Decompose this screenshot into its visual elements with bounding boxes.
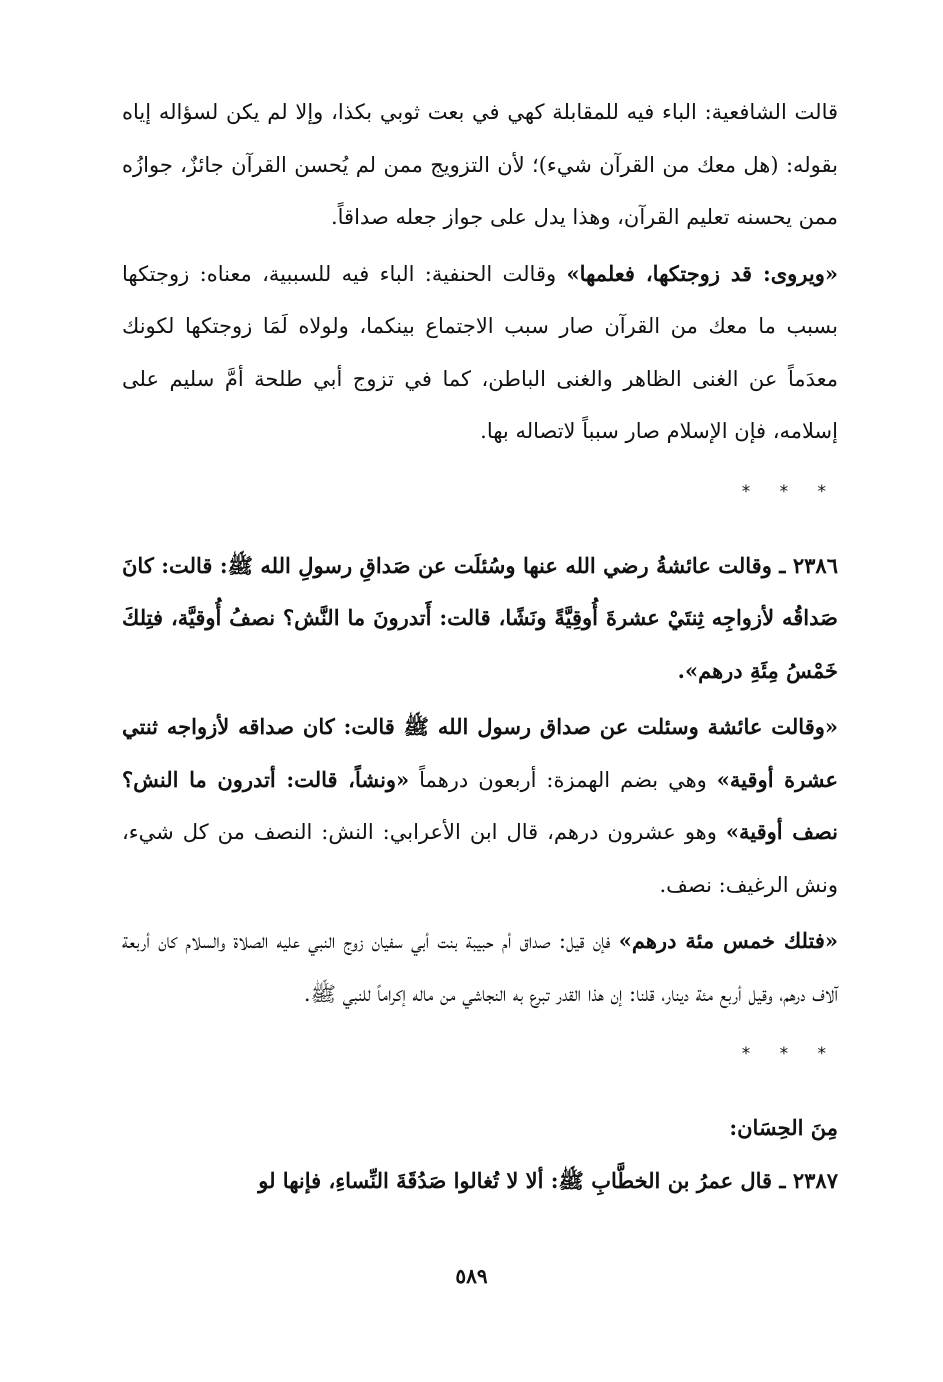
hadith-2386: ٢٣٨٦ ـ وقالت عائشةُ رضي الله عنها وسُئلَت عن صَداقِ رسولِ الله ﷺ: قالت: كانَ صَداقُه لأزواجِه ثِنتَيْ عشرةَ أُوقِيَّةً ونَشًا، قالت: أَتدرونَ ما النَّش؟ نصفُ أُوقيَّة، فتِلكَ خَمْسُ مِئَةِ درهم». bbox=[122, 552, 838, 683]
paragraph-aisha-commentary bbox=[122, 701, 838, 911]
commentary-text: وهو عشرون درهم، قال ابن الأعرابي: النش: النصف من كل شيء، ونش الرغيف: نصف. bbox=[122, 820, 838, 897]
paragraph-hanafi-opinion bbox=[122, 248, 838, 458]
commentary-text: فإن قيل: صداق أم حبيبة بنت أبي سفيان زوج النبي عليه الصلاة والسلام كان أربعة آلاف درهم، وقيل أربع مئة دينار، قلنا: إن هذا القدر تبرع به النجاشي من ماله إكراماً للنبي ﷺ. bbox=[122, 929, 838, 1006]
paragraph-shafii-opinion: قالت الشافعية: الباء فيه للمقابلة كهي في بعت ثوبي بكذا، وإلا لم يكن لسؤاله إياه بقوله: (هل معك من القرآن شيء)؛ لأن التزويج ممن لم يُحسن القرآن جائزٌ، جوازُه ممن يحسنه تعليم القرآن، وهذا يدل على جواز جعله صداقاً. bbox=[122, 100, 838, 229]
page-body bbox=[122, 86, 838, 1207]
quoted-hadith-part: «وقالت عائشة وسئلت عن صداق رسول الله ﷺ قالت: كان صداقه لأزواجه ثنتي عشرة أوقية» bbox=[122, 714, 838, 792]
paragraph-umm-habiba bbox=[122, 915, 838, 1020]
commentary-text: وهي بضم الهمزة: أربعون درهماً bbox=[409, 767, 717, 792]
quoted-hadith-part: «فتلك خمس مئة درهم» bbox=[618, 928, 838, 953]
hadith-2387: ٢٣٨٧ ـ قال عمرُ بن الخطَّابِ ﷺ: ألا لا تُغالوا صَدُقَةَ النِّساءِ، فإنها لو bbox=[258, 1167, 838, 1193]
quoted-hadith-part: «ونشاً، قالت: أتدرون ما النش؟ نصف أوقية» bbox=[122, 766, 838, 844]
commentary-text: وقالت الحنفية: الباء فيه للسببية، معناه: زوجتكها بسبب ما معك من القرآن صار سبب الاجتماع بينكما، ولولاه لَمَا زوجتكها لكونك معدَماً عن الغنى الظاهر والغنى الباطن، كما في تزوج أبي طلحة أمَّ سليم على إسلامه، فإن الإسلام صار سبباً لاتصاله بها. bbox=[122, 261, 838, 443]
section-divider: * * * bbox=[741, 1044, 838, 1064]
page-number: ٥٨٩ bbox=[455, 1264, 488, 1288]
section-heading: مِنَ الحِسَان: bbox=[729, 1115, 838, 1140]
section-divider: * * * bbox=[741, 481, 838, 502]
quoted-narration: «ويروى: قد زوجتكها، فعلمها» bbox=[566, 260, 838, 286]
